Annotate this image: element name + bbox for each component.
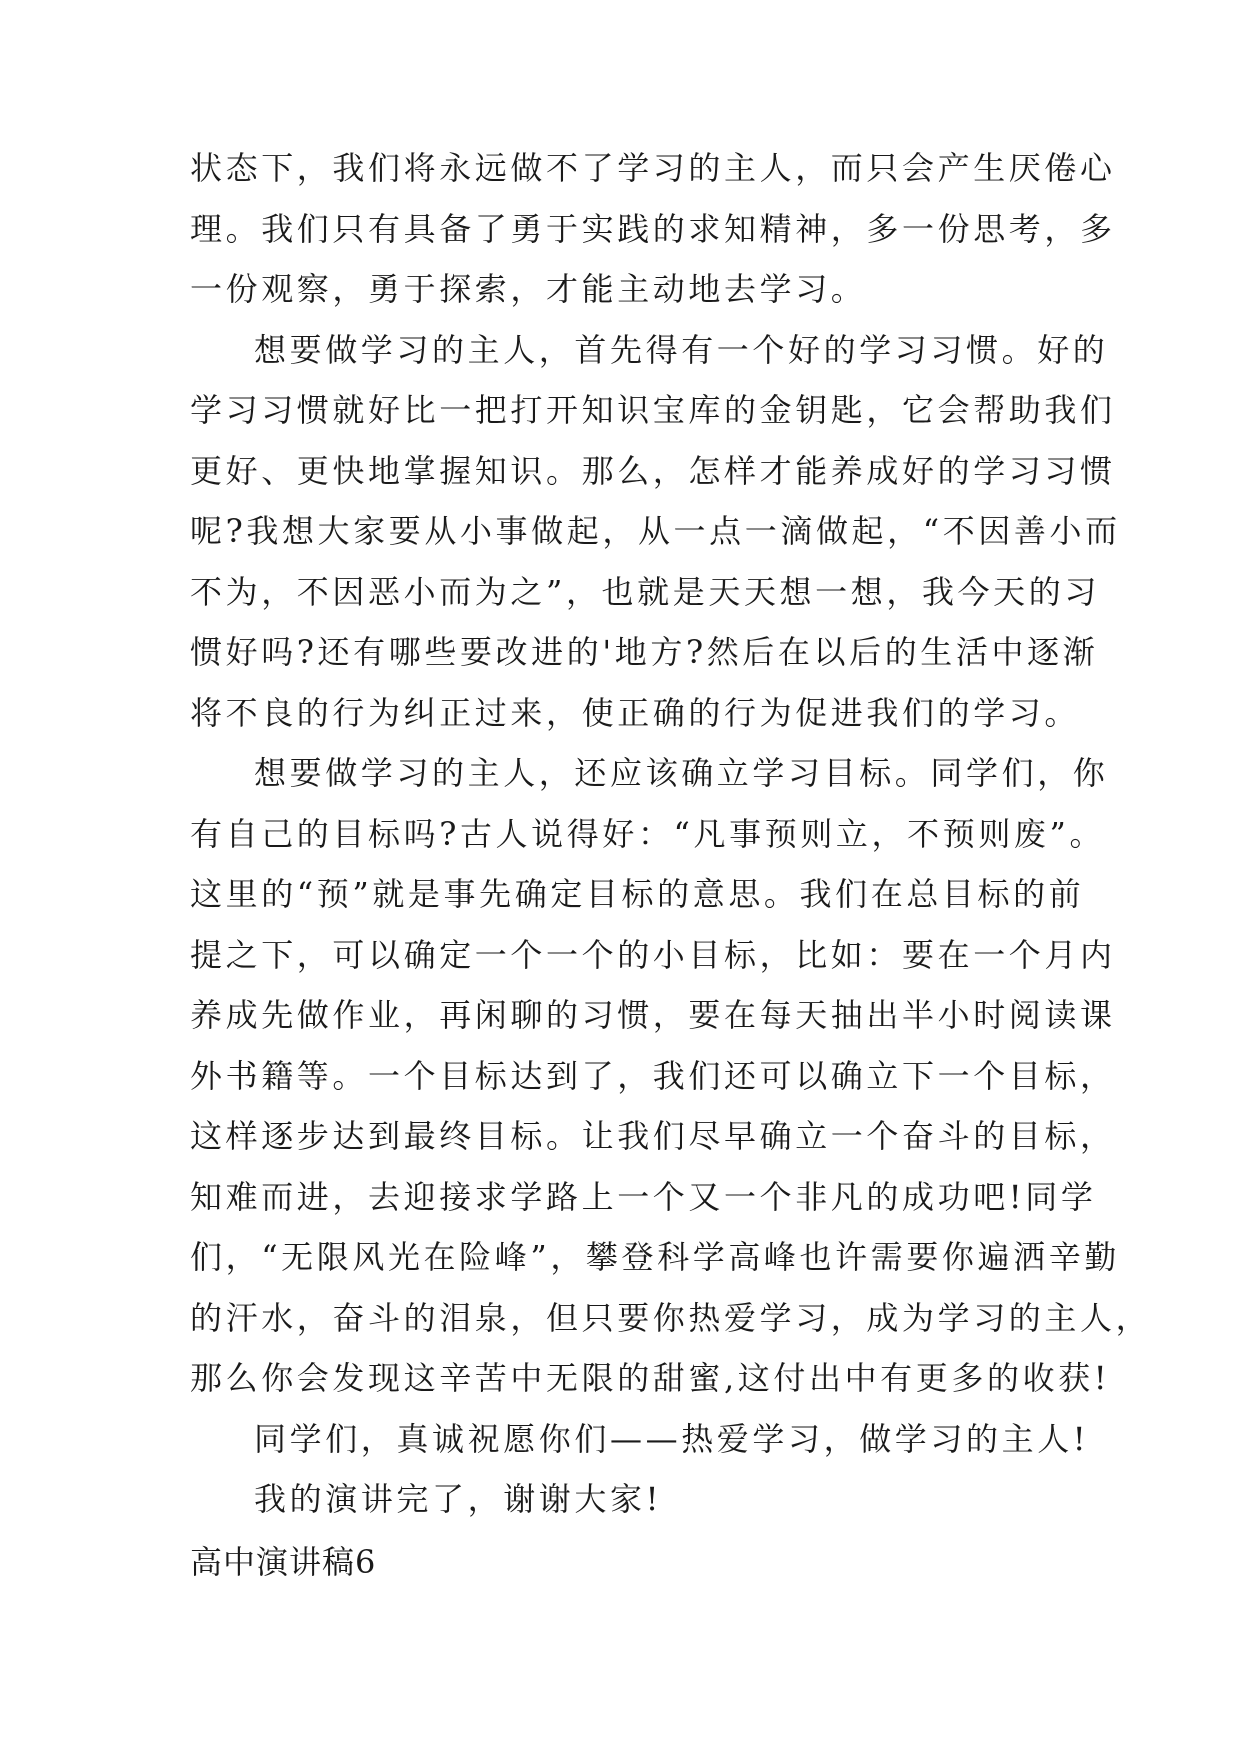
text-line: 理。我们只有具备了勇于实践的求知精神，多一份思考，多 xyxy=(190,209,1116,248)
text-line: 外书籍等。一个目标达到了，我们还可以确立下一个目标， xyxy=(190,1056,1116,1095)
text-line: 呢?我想大家要从小事做起，从一点一滴做起，“不因善小而 xyxy=(190,512,1121,550)
text-line: 状态下，我们将永远做不了学习的主人，而只会产生厌倦心 xyxy=(190,149,1116,187)
text-line: 有自己的目标吗?古人说得好：“凡事预则立，不预则废”。 xyxy=(190,814,1106,853)
text-line: 这样逐步达到最终目标。让我们尽早确立一个奋斗的目标， xyxy=(190,1117,1116,1155)
text-line: 一份观察，勇于探索，才能主动地去学习。 xyxy=(190,270,867,308)
text-line: 学习习惯就好比一把打开知识宝库的金钥匙，它会帮助我们 xyxy=(190,391,1116,429)
document-page xyxy=(190,138,1152,1592)
paragraph-start-line: 想要做学习的主人，首先得有一个好的学习习惯。好的 xyxy=(254,330,1109,369)
text-line: 将不良的行为纠正过来，使正确的行为促进我们的学习。 xyxy=(190,693,1081,732)
text-line: 们，“无限风光在险峰”，攀登科学高峰也许需要你遍洒辛勤 xyxy=(190,1238,1120,1276)
text-line: 不为，不因恶小而为之”，也就是天天想一想，我今天的习 xyxy=(190,572,1100,611)
text-line: 的汗水，奋斗的泪泉，但只要你热爱学习，成为学习的主人， xyxy=(190,1298,1152,1337)
text-line: 养成先做作业，再闲聊的习惯，要在每天抽出半小时阅读课 xyxy=(190,996,1116,1034)
text-line: 提之下，可以确定一个一个的小目标，比如：要在一个月内 xyxy=(190,935,1116,974)
paragraph-start-line: 同学们，真诚祝愿你们——热爱学习，做学习的主人! xyxy=(254,1419,1090,1458)
text-line: 这里的“预”就是事先确定目标的意思。我们在总目标的前 xyxy=(190,875,1085,913)
text-line: 那么你会发现这辛苦中无限的甜蜜,这付出中有更多的收获! xyxy=(190,1359,1111,1397)
text-line: 知难而进，去迎接求学路上一个又一个非凡的成功吧!同学 xyxy=(190,1177,1097,1216)
paragraph-start-line: 想要做学习的主人，还应该确立学习目标。同学们，你 xyxy=(254,754,1109,792)
text-line: 更好、更快地掌握知识。那么，怎样才能养成好的学习习惯 xyxy=(190,451,1116,490)
section-heading: 高中演讲稿6 xyxy=(190,1542,377,1581)
text-line: 惯好吗?还有哪些要改进的'地方?然后在以后的生活中逐渐 xyxy=(190,633,1099,671)
paragraph-start-line: 我的演讲完了，谢谢大家! xyxy=(254,1480,663,1518)
